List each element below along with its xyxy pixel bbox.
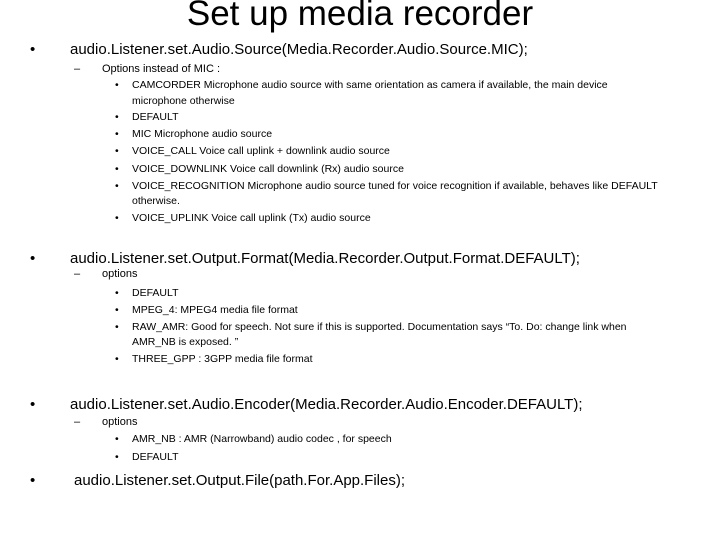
dash-marker: – (74, 63, 81, 75)
bullet-dot: • (30, 472, 36, 489)
source-option-text: VOICE_DOWNLINK Voice call downlink (Rx) audio source (132, 163, 404, 175)
source-option-text: VOICE_CALL Voice call uplink + downlink audio source (132, 145, 390, 157)
bullet-dot: • (30, 41, 36, 58)
bullet-dot: • (30, 250, 36, 267)
encoder-option-text: DEFAULT (132, 451, 179, 463)
encoder-option-text: AMR_NB : AMR (Narrowband) audio codec , for speech (132, 433, 392, 445)
source-option-text: otherwise. (132, 195, 180, 207)
format-code: audio.Listener.set.Output.Format(Media.Recorder.Output.Format.DEFAULT); (70, 250, 580, 267)
dash-marker: – (74, 268, 81, 280)
format-sub-heading-text: options (102, 268, 138, 280)
format-option-text: AMR_NB is exposed. ” (132, 336, 239, 348)
slide-title: Set up media recorder (186, 0, 534, 33)
bullet-dot: • (30, 396, 36, 413)
format-option-text: RAW_AMR: Good for speech. Not sure if this is supported. Documentation says “To. Do: change link when (132, 321, 627, 333)
source-option-text: VOICE_RECOGNITION Microphone audio source tuned for voice recognition if available, behaves like DEFAULT (132, 180, 658, 192)
dash-marker: – (74, 416, 81, 428)
source-option-text: MIC Microphone audio source (132, 128, 273, 140)
source-option-text: VOICE_UPLINK Voice call uplink (Tx) audio source (132, 212, 371, 224)
source-option-text: CAMCORDER Microphone audio source with same orientation as camera if available, the main device (132, 79, 608, 91)
encoder-code: audio.Listener.set.Audio.Encoder(Media.Recorder.Audio.Encoder.DEFAULT); (70, 396, 583, 413)
encoder-sub-heading-text: options (102, 416, 138, 428)
file-code: audio.Listener.set.Output.File(path.For.App.Files); (74, 472, 406, 489)
source-option-text: microphone otherwise (132, 95, 235, 107)
source-option-text: DEFAULT (132, 111, 179, 123)
format-option-text: DEFAULT (132, 287, 179, 299)
source-code: audio.Listener.set.Audio.Source(Media.Recorder.Audio.Source.MIC); (70, 41, 528, 58)
format-option-text: THREE_GPP : 3GPP media file format (132, 353, 313, 365)
format-option-text: MPEG_4: MPEG4 media file format (132, 304, 298, 316)
source-sub-heading-text: Options instead of MIC : (102, 63, 220, 75)
